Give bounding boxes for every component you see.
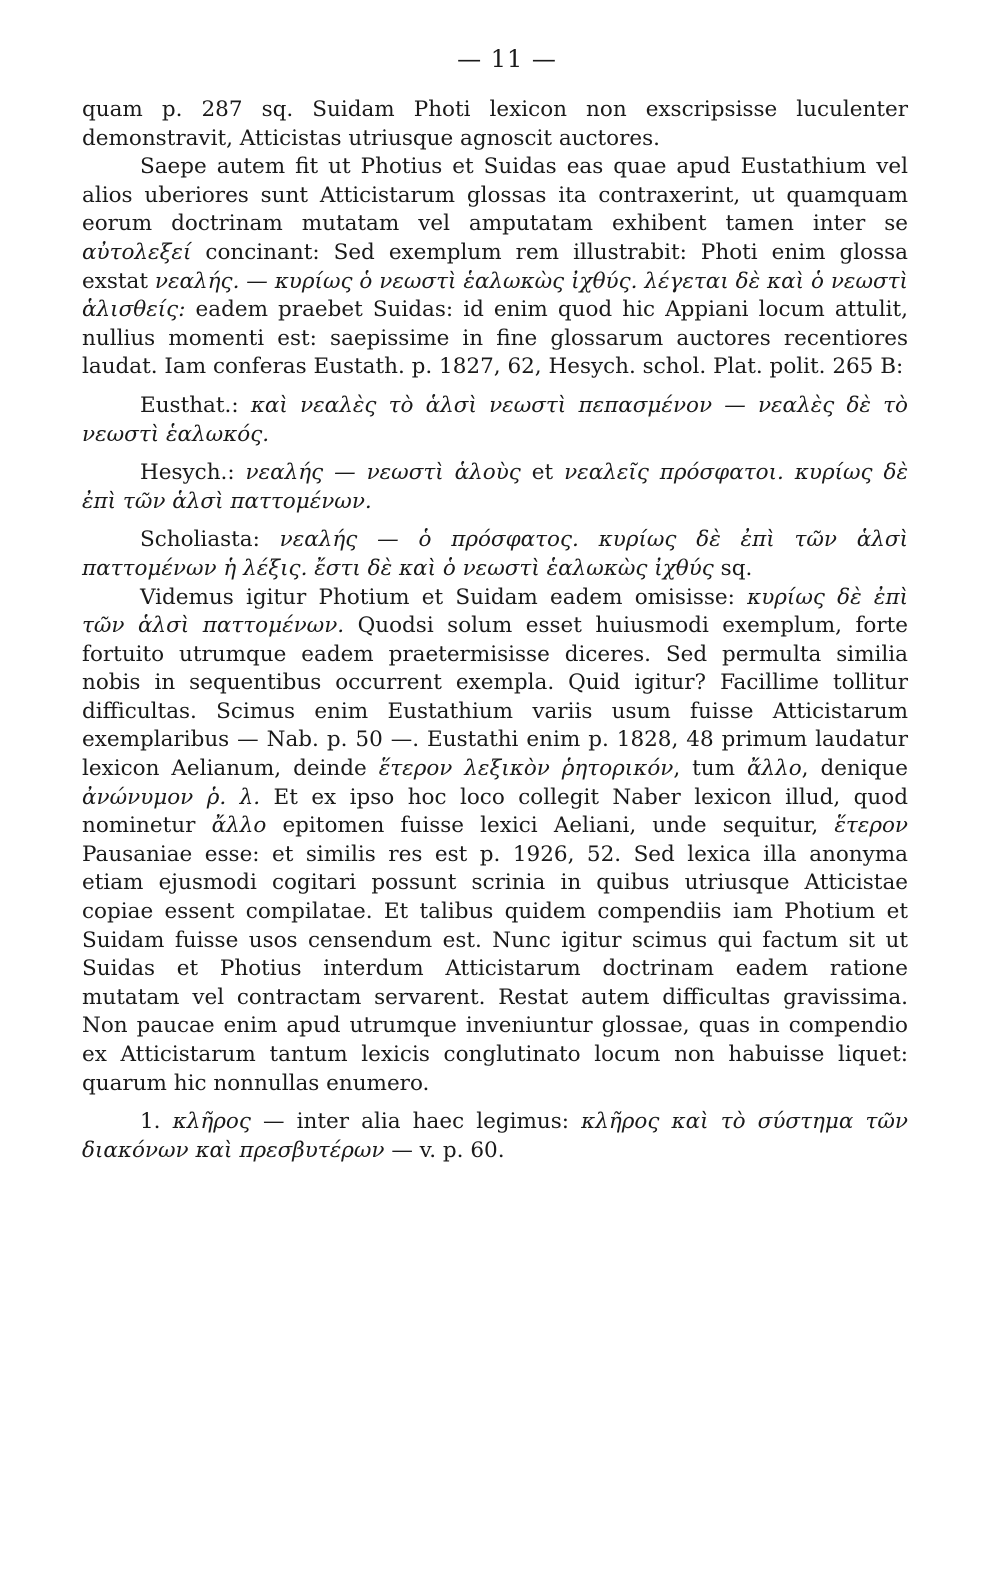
latin-text: Pausaniae esse: et similis res est p. 1926, 52. Sed lexica illa anonyma etiam ejusmodi cogitari possunt scrinia in quibus utriusque Atticistae copiae essent compilatae. Et talibus quidem compendiis iam Photium et Suidam fuisse usos censendum est. Nunc igitur scimus qui factum sit ut Suidas et Photius interdum Atticistarum doctrinam eadem ratione mutatam vel contractam servarent. Restat autem difficultas gravissima. Non paucae enim apud utrumque inveniuntur glossae, quas in compendio ex Atticistarum tantum lexicis conglutinato locum non habuisse liquet: quarum hic nonnullas enumero. <box>82 841 908 1096</box>
latin-text: Quodsi solum esset huiusmodi exemplum, forte fortuito utrumque eadem praetermisisse diceres. Sed permulta similia nobis in sequentibus occurrent exempla. Quid igitur? Facillime tollitur difficultas. Scimus enim Eustathium variis usum fuisse Atticistarum exemplaribus — Nab. p. 50 —. Eustathi enim p. 1828, 48 primum laudatur lexicon Aelianum, deinde <box>82 613 908 782</box>
latin-text: — inter alia haec legimus: <box>250 1109 582 1135</box>
latin-text: quam p. 287 sq. Suidam Photi lexicon non exscripsisse luculenter demonstravit, Atticistas utriusque agnoscit auctores. <box>82 97 908 151</box>
latin-text: epitomen fuisse lexici Aeliani, unde sequitur, <box>266 813 835 839</box>
paragraph <box>82 584 908 1099</box>
latin-text: Saepe autem fit ut Photius et Suidas eas quae apud Eustathium vel alios uberiores sunt Atticistarum glossas ita contraxerint, ut quamquam eorum doctrinam mutatam vel amputatam exhibent tamen inter se <box>82 154 908 237</box>
running-head-page-number: — 11 — <box>457 45 557 73</box>
latin-text: — v. p. 60. <box>384 1137 505 1163</box>
latin-text: concinant: Sed exemplum rem illustrabit: Photi enim glossa exstat <box>82 239 908 294</box>
greek-quotation: ἀνώνυμον ῥ. λ. <box>82 784 261 810</box>
greek-quotation: νεαλής — νεωστὶ ἁλοὺς <box>245 460 521 486</box>
latin-text: sq. <box>713 555 753 581</box>
latin-text: , tum <box>673 756 747 782</box>
paragraph <box>82 459 908 516</box>
greek-quotation: κυρίως δὲ ἐπὶ τῶν ἁλσὶ παττομένων. <box>82 584 909 639</box>
paragraph <box>82 1108 908 1165</box>
latin-text: , denique <box>801 756 908 782</box>
latin-text: 1. <box>140 1109 173 1135</box>
paragraph <box>82 96 908 153</box>
greek-quotation: νεαλής — ὁ πρόσφατος. κυρίως δὲ ἐπὶ τῶν ἁλσὶ παττομένων ἡ λέξις. ἔστι δὲ καὶ ὁ νεωστὶ ἑαλωκὼς ἰχθύς <box>82 527 909 581</box>
greek-quotation: κλῆρος <box>172 1109 251 1135</box>
latin-text: et <box>520 460 565 486</box>
paragraph <box>82 392 908 449</box>
greek-quotation: νεαλής. — κυρίως ὁ νεωστὶ ἑαλωκὼς ἰχθύς. λέγεται δὲ καὶ ὁ νεωστὶ ἁλισθείς: <box>82 268 908 323</box>
greek-quotation: νεαλεῖς πρόσφατοι. κυρίως δὲ ἐπὶ τῶν ἁλσὶ παττομένων. <box>82 460 908 514</box>
greek-quotation: αὐτολεξεί <box>82 239 192 265</box>
paragraph <box>82 153 908 382</box>
latin-text: Hesych.: <box>140 460 246 486</box>
latin-text: eadem praebet Suidas: id enim quod hic Appiani locum attulit, nullius momenti est: saepissime in fine glossarum auctores recentiores laudat. Iam conferas Eustath. p. 1827, 62, Hesych. schol. Plat. polit. 265 B: <box>82 297 908 380</box>
greek-quotation: ἕτερον λεξικὸν ῥητορικόν <box>378 756 674 782</box>
text-block <box>82 96 908 1165</box>
latin-text: Et ex ipso hoc loco collegit Naber lexicon illud, quod nominetur <box>82 784 908 839</box>
greek-quotation: κλῆρος καὶ τὸ σύστημα τῶν διακόνων καὶ πρεσβυτέρων <box>82 1109 908 1163</box>
latin-text: Eusthat.: <box>140 392 251 418</box>
greek-quotation: καὶ νεαλὲς τὸ ἁλσὶ νεωστὶ πεπασμένον — νεαλὲς δὲ τὸ νεωστὶ ἑαλωκός. <box>82 392 909 447</box>
page-body <box>82 44 908 1165</box>
latin-text: Scholiasta: <box>140 527 280 553</box>
greek-quotation: ἕτερον <box>834 813 908 839</box>
greek-quotation: ἄλλο <box>211 813 267 839</box>
greek-quotation: ἄλλο <box>746 756 802 782</box>
latin-text: Videmus igitur Photium et Suidam eadem omisisse: <box>140 584 748 610</box>
paragraph <box>82 526 908 583</box>
